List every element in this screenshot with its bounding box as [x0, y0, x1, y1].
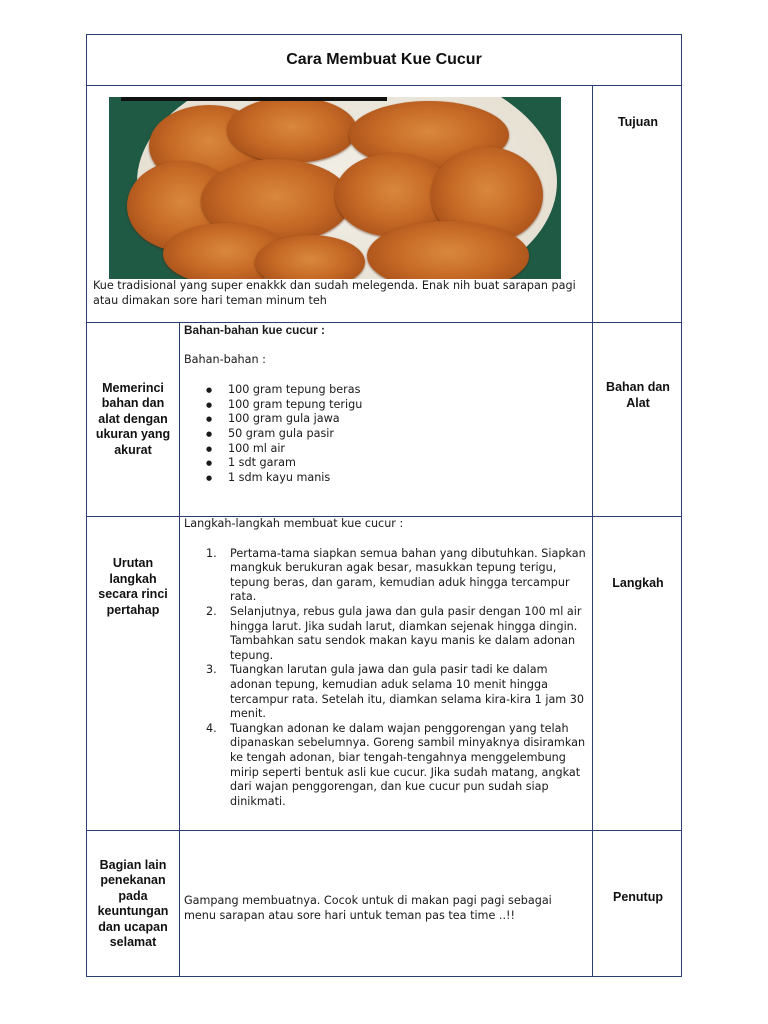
list-item: [206, 721, 586, 810]
ingredient-list: [184, 383, 588, 485]
list-item: ● 100 gram tepung beras: [228, 383, 588, 398]
penutup-right-label: Penutup: [613, 890, 663, 904]
list-item: [206, 546, 586, 605]
step-number: 1.: [206, 546, 217, 560]
step-text: Pertama-tama siapkan semua bahan yang dibutuhkan. Siapkan mangkuk berukuran agak besar, masukkan tepung terigu, tepung beras, dan garam, kemudian aduk hingga tercampur rata.: [230, 546, 586, 604]
list-item: ● 1 sdm kayu manis: [228, 471, 588, 486]
column-divider: [592, 86, 593, 977]
list-item: ● 100 ml air: [228, 442, 588, 457]
tujuan-caption: Kue tradisional yang super enakkk dan sudah melegenda. Enak nih buat sarapan pagi atau dimakan sore hari teman minum teh: [93, 279, 576, 307]
bahan-right-label: Bahan dan Alat: [606, 380, 670, 410]
document-title: Cara Membuat Kue Cucur: [87, 35, 681, 86]
langkah-left-label: Urutan langkah secara rinci pertahap: [98, 556, 168, 617]
step-text: Tuangkan larutan gula jawa dan gula pasir tadi ke dalam adonan tepung, kemudian aduk selama 10 menit hingga tercampur rata. Setelah itu, diamkan selama kira-kira 1 jam 30 menit.: [230, 663, 584, 721]
bahan-heading: Bahan-bahan kue cucur :: [184, 323, 325, 337]
langkah-content: [184, 517, 586, 809]
photo-top-bar: [121, 97, 387, 101]
list-item: ● 50 gram gula pasir: [228, 427, 588, 442]
list-item: ● 1 sdt garam: [228, 456, 588, 471]
list-item: [206, 604, 586, 663]
list-item: [206, 663, 586, 721]
tujuan-label: Tujuan: [617, 115, 659, 129]
cake-shape: [227, 97, 357, 163]
list-item: ● 100 gram tepung terigu: [228, 398, 588, 413]
step-number: 2.: [206, 604, 217, 618]
langkah-heading: Langkah-langkah membuat kue cucur :: [184, 517, 404, 530]
step-number: 4.: [206, 721, 217, 735]
penutup-text: Gampang membuatnya. Cocok untuk di makan pagi pagi sebagai menu sarapan atau sore hari untuk teman pas tea time ..!!: [184, 894, 552, 922]
bahan-content: [184, 323, 588, 485]
step-number: 3.: [206, 663, 217, 677]
column-divider: [179, 322, 180, 977]
step-list: [184, 547, 586, 810]
kue-cucur-photo: [109, 97, 561, 279]
step-text: Tuangkan adonan ke dalam wajan penggorengan yang telah dipanaskan sebelumnya. Goreng sambil minyaknya disiramkan ke tengah adonan, biar tengah-tengahnya menggelembung mirip seperti bentuk asli kue cucur. Jika sudah matang, angkat dari wajan penggorengan, dan kue cucur pun sudah siap dinikmati.: [230, 721, 586, 808]
recipe-document: [86, 34, 682, 977]
bahan-left-label: Memerinci bahan dan alat dengan ukuran yang akurat: [95, 380, 171, 457]
penutup-left-label: Bagian lain penekanan pada keuntungan dan ucapan selamat: [97, 857, 169, 949]
langkah-right-label: Langkah: [612, 576, 664, 590]
bahan-subheading: Bahan-bahan :: [184, 352, 266, 366]
list-item: ● 100 gram gula jawa: [228, 412, 588, 427]
step-text: Selanjutnya, rebus gula jawa dan gula pasir dengan 100 ml air hingga larut. Jika sudah larut, diamkan sejenak hingga dingin. Tambahkan satu sendok makan kayu manis ke dalam adonan tepung.: [230, 604, 582, 662]
